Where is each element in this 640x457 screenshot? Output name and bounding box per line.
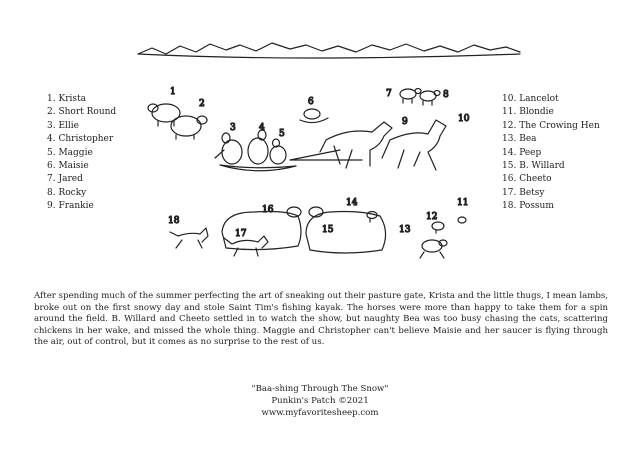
legend-number: 4.	[47, 134, 56, 145]
legend-right	[502, 93, 600, 214]
sheep-b-willard	[306, 207, 386, 253]
sheep-jared	[400, 89, 421, 104]
legend-item	[47, 160, 116, 173]
artwork-title: "Baa-shing Through The Snow"	[251, 384, 389, 394]
figure-number-2: 2	[199, 99, 205, 109]
legend-number: 15.	[502, 161, 517, 172]
legend-name: Ellie	[58, 120, 79, 131]
legend-item	[502, 120, 600, 133]
legend-number: 1.	[47, 94, 56, 104]
sheep-maggie	[270, 139, 286, 164]
legend-item	[47, 187, 116, 200]
legend-number: 3.	[47, 120, 56, 131]
figure-number-18: 18	[168, 216, 180, 226]
figure-number-1: 1	[170, 87, 176, 97]
figure-number-12: 12	[426, 212, 438, 222]
legend-item	[47, 106, 116, 119]
figure-number-14: 14	[346, 198, 358, 208]
legend-name: Jared	[58, 174, 83, 185]
legend-number: 12.	[502, 120, 517, 131]
mountain-base	[138, 54, 520, 58]
legend-number: 13.	[502, 134, 517, 145]
sheep-christopher	[248, 130, 268, 164]
legend-number: 18.	[502, 201, 517, 212]
legend-item	[47, 147, 116, 160]
horse-frankie	[320, 122, 392, 168]
copyright-line: Punkin's Patch ©2021	[271, 396, 369, 406]
sheep-ellie	[222, 133, 242, 164]
legend-item	[502, 160, 600, 173]
figure-number-16: 16	[262, 205, 274, 215]
legend-number: 11.	[502, 107, 517, 118]
sheep-maisie	[300, 109, 328, 123]
legend-name: Maggie	[58, 147, 93, 158]
website-url: www.myfavoritesheep.com	[261, 408, 379, 418]
figure-number-17: 17	[235, 229, 247, 239]
legend-name: Cheeto	[519, 174, 552, 185]
legend-item	[502, 133, 600, 146]
sheep-krista	[148, 104, 180, 126]
mountain-range	[138, 43, 520, 54]
figure-number-9: 9	[402, 117, 408, 127]
figure-number-3: 3	[230, 123, 236, 133]
legend-name: Maisie	[58, 161, 89, 172]
legend-name: Rocky	[58, 187, 87, 198]
legend-name: Possum	[519, 201, 554, 212]
legend-number: 6.	[47, 161, 56, 172]
legend-number: 14.	[502, 147, 517, 158]
legend-name: Christopher	[58, 134, 114, 145]
chicken-blondie	[458, 217, 466, 223]
sheep-rocky	[420, 91, 440, 106]
legend-item	[502, 147, 600, 160]
legend-name: Lancelot	[519, 94, 559, 104]
legend-name: Krista	[58, 94, 86, 104]
figure-number-10: 10	[458, 114, 470, 124]
figure-number-13: 13	[399, 225, 411, 235]
legend-left	[47, 93, 116, 214]
legend-item	[502, 93, 600, 106]
legend-item	[502, 173, 600, 186]
legend-number: 7.	[47, 174, 56, 185]
legend-item	[47, 133, 116, 146]
cat-betsy	[224, 236, 268, 256]
legend-name: Frankie	[58, 201, 94, 212]
legend-name: Bea	[519, 134, 537, 145]
legend-name: The Crowing Hen	[519, 120, 600, 131]
figure-number-8: 8	[443, 90, 449, 100]
story-paragraph: After spending much of the summer perfecting the art of sneaking out their pasture gate, Krista and the little thugs, I mean lambs, broke out on the first snowy day and stole Saint Tim's fishing kayak. The horses were more than happy to take them for a spin around the field. B. Willard and Cheeto settled in to watch the show, but naughty Bea was too busy chasing the cats, scattering chickens in her wake, and missed the whole thing. Maggie and Christopher can't believe Maisie and her saucer is flying through the air, out of control, but it comes as no surprise to the rest of us.	[34, 291, 608, 348]
figure-number-11: 11	[457, 198, 469, 208]
cat-possum	[170, 228, 208, 248]
legend-item	[47, 120, 116, 133]
figure-number-6: 6	[308, 97, 314, 107]
legend-item	[47, 173, 116, 186]
legend-name: Betsy	[519, 187, 545, 198]
figure-number-15: 15	[322, 225, 334, 235]
legend-item	[502, 106, 600, 119]
legend-item	[47, 200, 116, 213]
legend-item	[47, 93, 116, 106]
legend-number: 17.	[502, 187, 517, 198]
legend-number: 5.	[47, 147, 56, 158]
legend-name: Blondie	[519, 107, 554, 118]
legend-number: 10.	[502, 94, 517, 104]
legend-number: 8.	[47, 187, 56, 198]
figure-number-5: 5	[279, 129, 285, 139]
figure-number-4: 4	[259, 123, 265, 133]
sheep-bea	[420, 240, 447, 258]
legend-name: Short Round	[58, 107, 117, 118]
legend-number: 16.	[502, 174, 517, 185]
legend-item	[502, 200, 600, 213]
legend-name: Peep	[519, 147, 542, 158]
legend-number: 9.	[47, 201, 56, 212]
legend-name: B. Willard	[519, 161, 565, 172]
legend-number: 2.	[47, 107, 56, 118]
legend-item	[502, 187, 600, 200]
hen-the-crowing-hen	[432, 222, 444, 233]
figure-number-7: 7	[386, 89, 392, 99]
